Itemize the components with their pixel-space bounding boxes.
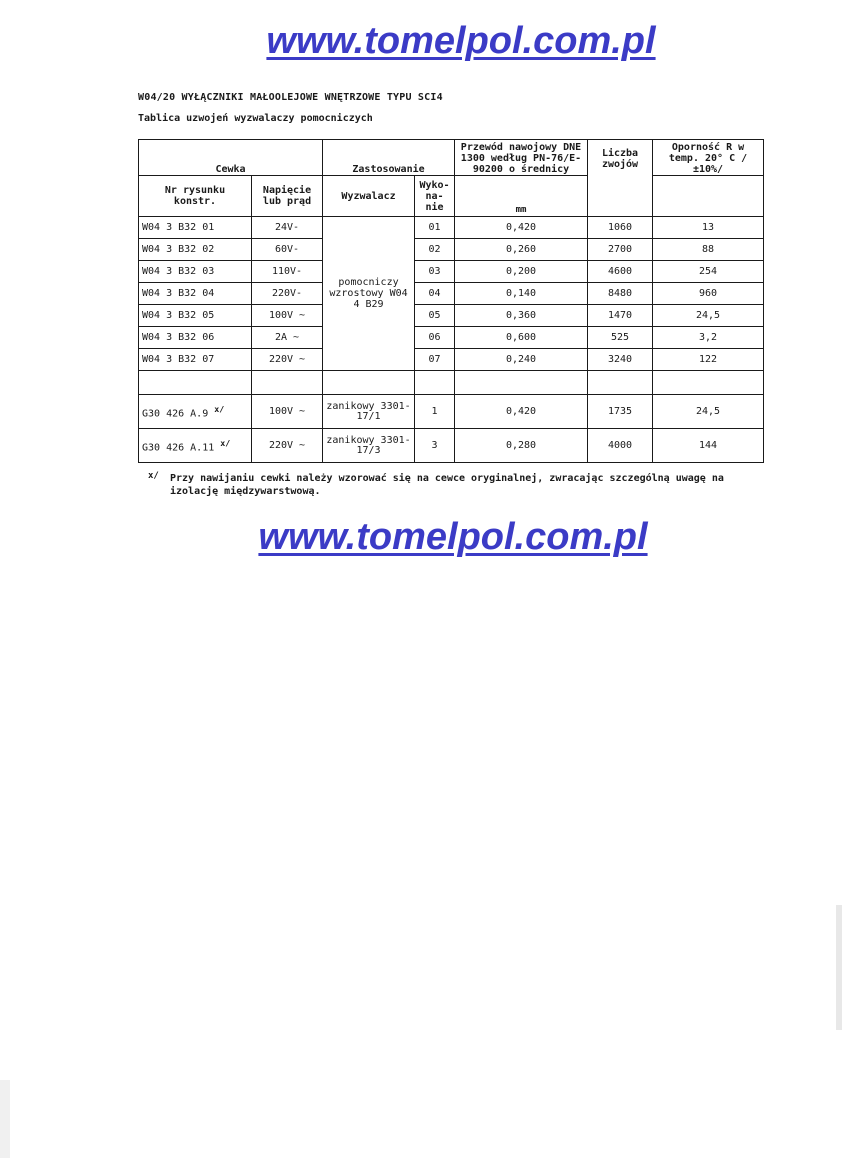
cell-opornosc: 13 xyxy=(653,217,764,239)
cell-wyzwalacz: zanikowy 3301-17/1 xyxy=(323,395,415,429)
cell-napiecie: 60V- xyxy=(252,239,323,261)
cell-zwoje: 1470 xyxy=(588,305,653,327)
cell-napiecie: 110V- xyxy=(252,261,323,283)
footnote-marker: x/ xyxy=(220,437,231,448)
cell-opornosc: 88 xyxy=(653,239,764,261)
cell-srednica: 0,360 xyxy=(455,305,588,327)
cell-nr: G30 426 A.9 $^{x/}$ xyxy=(139,395,252,429)
header-liczba-zwojow: Liczba zwojów xyxy=(588,140,653,217)
footnote-text: Przy nawijaniu cewki należy wzorować się na cewce oryginalnej, zwracając szczególną uwagę na izolację międzywarstwową. xyxy=(170,473,724,497)
watermark-link-bottom[interactable]: www.tomelpol.com.pl xyxy=(258,516,648,558)
cell-opornosc: 24,5 xyxy=(653,395,764,429)
coil-windings-table xyxy=(138,139,764,463)
footnote xyxy=(148,472,748,498)
cell-srednica: 0,280 xyxy=(455,429,588,463)
cell-srednica: 0,600 xyxy=(455,327,588,349)
cell-wykonanie: 03 xyxy=(415,261,455,283)
header-przewod-unit: mm xyxy=(455,176,588,217)
cell-srednica: 0,140 xyxy=(455,283,588,305)
cell-nr: W04 3 B32 07 xyxy=(139,349,252,371)
cell-srednica: 0,260 xyxy=(455,239,588,261)
scan-edge-shadow-left xyxy=(0,1080,10,1158)
cell-opornosc: 144 xyxy=(653,429,764,463)
cell-srednica: 0,240 xyxy=(455,349,588,371)
header-opornosc-blank xyxy=(653,176,764,217)
table-row xyxy=(139,283,764,305)
cell-zwoje: 2700 xyxy=(588,239,653,261)
cell-nr: G30 426 A.11 $^{x/}$ xyxy=(139,429,252,463)
cell-wykonanie: 3 xyxy=(415,429,455,463)
cell-opornosc: 3,2 xyxy=(653,327,764,349)
cell-wykonanie: 01 xyxy=(415,217,455,239)
header-wykonanie: Wyko- na- nie xyxy=(415,176,455,217)
table-row xyxy=(139,429,764,463)
cell-napiecie: 2A ~ xyxy=(252,327,323,349)
cell-zwoje: 4000 xyxy=(588,429,653,463)
cell-nr: W04 3 B32 04 xyxy=(139,283,252,305)
cell-nr: W04 3 B32 06 xyxy=(139,327,252,349)
header-przewod: Przewód nawojowy DNE 1300 według PN-76/E-90200 o średnicy xyxy=(455,140,588,176)
cell-nr: W04 3 B32 05 xyxy=(139,305,252,327)
table-row xyxy=(139,349,764,371)
cell-srednica: 0,200 xyxy=(455,261,588,283)
document-title: W04/20 WYŁĄCZNIKI MAŁOOLEJOWE WNĘTRZOWE TYPU SCI4 xyxy=(138,92,443,103)
cell-srednica: 0,420 xyxy=(455,395,588,429)
cell-wyzwalacz: zanikowy 3301-17/3 xyxy=(323,429,415,463)
header-zastosowanie: Zastosowanie xyxy=(323,140,455,176)
cell-zwoje: 1060 xyxy=(588,217,653,239)
table-row xyxy=(139,261,764,283)
cell-srednica: 0,420 xyxy=(455,217,588,239)
cell-opornosc: 254 xyxy=(653,261,764,283)
scan-edge-shadow xyxy=(836,905,842,1030)
cell-zwoje: 8480 xyxy=(588,283,653,305)
cell-napiecie: 100V ~ xyxy=(252,395,323,429)
cell-napiecie: 220V ~ xyxy=(252,429,323,463)
cell-zwoje: 4600 xyxy=(588,261,653,283)
cell-wykonanie: 07 xyxy=(415,349,455,371)
header-napiecie: Napięcie lub prąd xyxy=(252,176,323,217)
watermark-link-top[interactable]: www.tomelpol.com.pl xyxy=(266,20,656,62)
cell-nr: W04 3 B32 03 xyxy=(139,261,252,283)
cell-napiecie: 220V- xyxy=(252,283,323,305)
cell-wykonanie: 04 xyxy=(415,283,455,305)
table-row xyxy=(139,327,764,349)
header-cewka: Cewka xyxy=(139,140,323,176)
table-row-blank xyxy=(139,371,764,395)
cell-zwoje: 1735 xyxy=(588,395,653,429)
header-opornosc: Oporność R w temp. 20° C /±10%/ xyxy=(653,140,764,176)
header-wyzwalacz: Wyzwalacz xyxy=(323,176,415,217)
table-row xyxy=(139,239,764,261)
cell-wyzwalacz-group: pomocniczy wzrostowy W04 4 B29 xyxy=(323,217,415,371)
document-subtitle: Tablica uzwojeń wyzwalaczy pomocniczych xyxy=(138,113,373,124)
header-nr-rysunku: Nr rysunku konstr. xyxy=(139,176,252,217)
footnote-marker: x/ xyxy=(214,403,225,414)
cell-nr: W04 3 B32 01 xyxy=(139,217,252,239)
cell-wykonanie: 1 xyxy=(415,395,455,429)
cell-zwoje: 3240 xyxy=(588,349,653,371)
cell-wykonanie: 05 xyxy=(415,305,455,327)
cell-napiecie: 220V ~ xyxy=(252,349,323,371)
cell-wykonanie: 02 xyxy=(415,239,455,261)
cell-napiecie: 24V- xyxy=(252,217,323,239)
cell-zwoje: 525 xyxy=(588,327,653,349)
footnote-mark: x/ xyxy=(148,471,159,481)
table-row xyxy=(139,305,764,327)
cell-opornosc: 960 xyxy=(653,283,764,305)
cell-napiecie: 100V ~ xyxy=(252,305,323,327)
cell-wykonanie: 06 xyxy=(415,327,455,349)
cell-opornosc: 122 xyxy=(653,349,764,371)
cell-nr: W04 3 B32 02 xyxy=(139,239,252,261)
cell-opornosc: 24,5 xyxy=(653,305,764,327)
table-row xyxy=(139,217,764,239)
table-row xyxy=(139,395,764,429)
